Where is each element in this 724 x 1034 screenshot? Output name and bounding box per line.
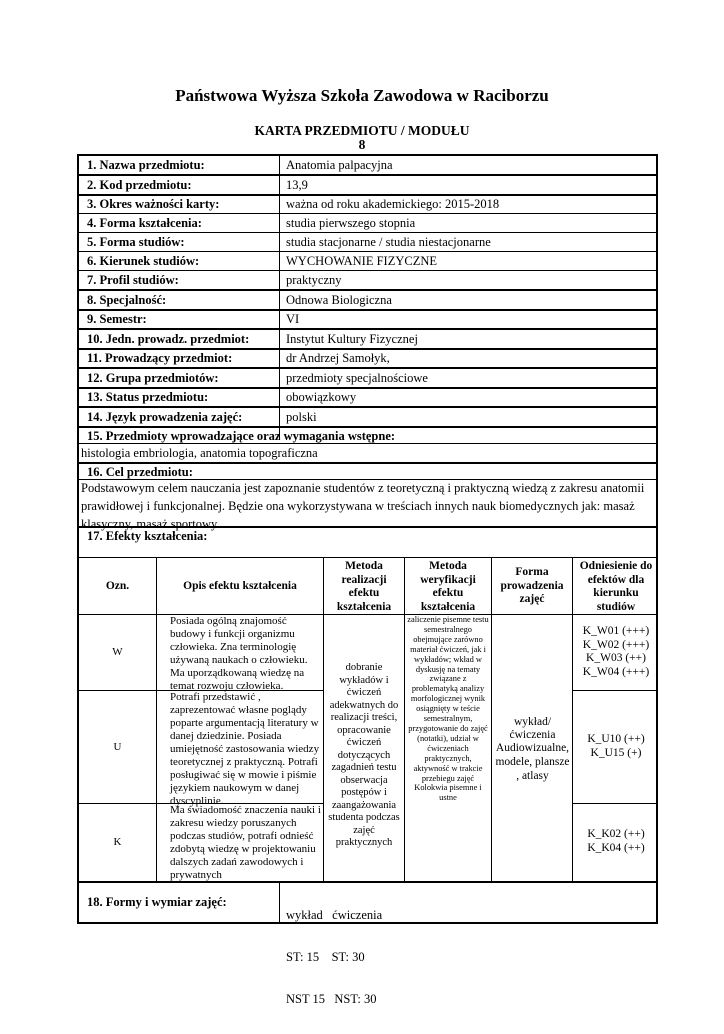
field-value: 13,9 (286, 177, 308, 192)
effect-code: U (113, 741, 122, 753)
section-18-hours (286, 880, 382, 1034)
field-label: 11. Prowadzący przedmiot: (87, 351, 233, 365)
effects-col-divider (491, 557, 492, 881)
section-18-title: 18. Formy i wymiar zajęć: (87, 895, 227, 909)
field-value: polski (286, 409, 317, 424)
col-header-odniesienie: Odniesienie do efektów dla kierunku studiów (579, 560, 653, 613)
field-label: 6. Kierunek studiów: (87, 254, 200, 268)
hours-line: wykład ćwiczenia (286, 908, 383, 922)
field-label: 4. Forma kształcenia: (87, 216, 202, 230)
school-name: Państwowa Wyższa Szkoła Zawodowa w Raciborzu (175, 86, 549, 105)
reference-code: K_U15 (+) (590, 746, 642, 759)
label-column-divider (279, 882, 280, 924)
card-number: 8 (358, 137, 366, 152)
field-value: studia pierwszego stopnia (286, 216, 416, 230)
reference-code: K_W02 (+++) (582, 638, 650, 651)
hours-line: ST: 15 ST: 30 (286, 950, 365, 964)
section-17-title: 17. Efekty kształcenia: (87, 529, 208, 543)
field-label: 10. Jedn. prowadz. przedmiot: (87, 331, 250, 346)
card-title (0, 124, 724, 152)
field-label: 7. Profil studiów: (87, 273, 179, 287)
effect-code: W (112, 646, 123, 658)
section-16-text: Podstawowym celem nauczania jest zapoznanie studentów z teoretyczną i praktyczną wiedzą z zakresu anatomii prawidłowej i funkcjonalnej. Będzie ona wykorzystywana w treściach innych nauk biomedycznych jak: masaż klasyczny, masaż sportowy (81, 481, 645, 531)
reference-code: K_U10 (++) (587, 733, 645, 745)
row-divider (79, 309, 656, 311)
section-15-text: histologia embriologia, anatomia topograficzna (81, 446, 318, 460)
effect-references (573, 625, 659, 679)
field-value: obowiązkowy (286, 390, 357, 404)
effects-col-divider (404, 557, 405, 881)
field-value: Odnowa Biologiczna (286, 292, 392, 307)
hours-line: NST 15 NST: 30 (286, 992, 377, 1006)
effects-col-divider (323, 557, 324, 881)
field-value: Instytut Kultury Fizycznej (286, 331, 418, 346)
card-title-text: KARTA PRZEDMIOTU / MODUŁU (254, 123, 470, 138)
col-header-metoda-realizacji: Metoda realizacji efektu kształcenia (336, 560, 392, 613)
effect-description: Ma świadomość znaczenia nauki i zakresu wiedzy poruszanych podczas studiów, potrafi odnieść zdobytą wiedzę w projektowaniu dalszych zadań zawodowych i prywatnych (170, 804, 321, 881)
effect-description: Potrafi przedstawić , zaprezentować własne poglądy poparte argumentacją literatury w danej dziedzinie. Posiada umiejętność zastosowania wiedzy teoretycznej z praktyczną. Potrafi posługiwać się w mowie i piśmie językiem naukowym w danej dyscyplinie. (170, 691, 320, 807)
field-value: studia stacjonarne / studia niestacjonarne (286, 235, 491, 249)
field-value: dr Andrzej Samołyk, (286, 351, 390, 365)
effect-references (573, 733, 659, 760)
row-divider (79, 614, 656, 615)
field-label: 8. Specjalność: (87, 292, 167, 307)
method-verification: zaliczenie pisemne testu semestralnego obejmujące zarówno materiał ćwiczeń, jak i wykładów; wkład w dyskusję na tematy związane z problematyką analizy morfologicznej wynik osiągnięty w teście semestralnym, przygotowanie do zajęć (notatki), udział w ćwiczeniach praktycznych, aktywność w trakcie przebiegu zajęć Kolokwia pisemne i ustne (407, 615, 489, 803)
reference-code: K_K02 (++) (587, 828, 645, 840)
effect-description: Posiada ogólną znajomość budowy i funkcji organizmu człowieka. Zna terminologię używaną naukach o człowieku. Ma uporządkowaną wiedzę na temat rozwoju człowieka. (170, 615, 308, 692)
field-label: 14. Język prowadzenia zajęć: (87, 409, 243, 424)
class-form-type: wykład/ćwiczenia (509, 716, 556, 741)
field-label: 9. Semestr: (87, 312, 147, 326)
col-header-opis: Opis efektu kształcenia (183, 580, 297, 592)
field-label: 12. Grupa przedmiotów: (87, 370, 219, 385)
field-value: ważna od roku akademickiego: 2015-2018 (286, 197, 500, 211)
field-value: VI (286, 312, 300, 326)
effect-code: K (113, 836, 122, 848)
reference-code: K_W04 (+++) (582, 665, 650, 678)
field-label: 13. Status przedmiotu: (87, 390, 209, 404)
reference-code: K_W03 (++) (586, 652, 646, 664)
course-card-table (77, 154, 658, 1006)
reference-code: K_W01 (+++) (582, 625, 650, 637)
field-value: Anatomia palpacyjna (286, 158, 393, 172)
field-label: 3. Okres ważności karty: (87, 197, 220, 211)
section-16-title: 16. Cel przedmiotu: (87, 465, 193, 479)
col-header-ozn: Ozn. (105, 580, 130, 592)
field-value: WYCHOWANIE FIZYCZNE (286, 254, 438, 268)
effect-references (573, 828, 659, 855)
field-label: 2. Kod przedmiotu: (87, 177, 192, 192)
field-label: 1. Nazwa przedmiotu: (87, 158, 205, 172)
field-value: przedmioty specjalnościowe (286, 370, 428, 385)
reference-code: K_K04 (++) (587, 841, 645, 854)
field-value: praktyczny (286, 273, 342, 287)
col-header-metoda-weryfikacji: Metoda weryfikacji efektu kształcenia (420, 560, 476, 613)
row-divider (79, 557, 656, 558)
label-column-divider (279, 156, 280, 440)
col-header-forma: Forma prowadzenia zajęć (500, 566, 564, 605)
effects-col-divider (156, 557, 157, 881)
class-form-aids: Audiowizualne, modele, plansze , atlasy (495, 742, 570, 782)
row-divider (572, 803, 656, 804)
method-realization: dobranie wykładów i ćwiczeń adekwatnych do realizacji treści, opracowanie ćwiczeń dotyczących zagadnień testu obserwacja postępów i zaangażowania studenta podczas zajęć praktycznych (328, 662, 400, 848)
section-15-title: 15. Przedmioty wprowadzające oraz wymagania wstępne: (87, 429, 396, 443)
row-divider (572, 690, 656, 691)
field-label: 5. Forma studiów: (87, 235, 185, 249)
